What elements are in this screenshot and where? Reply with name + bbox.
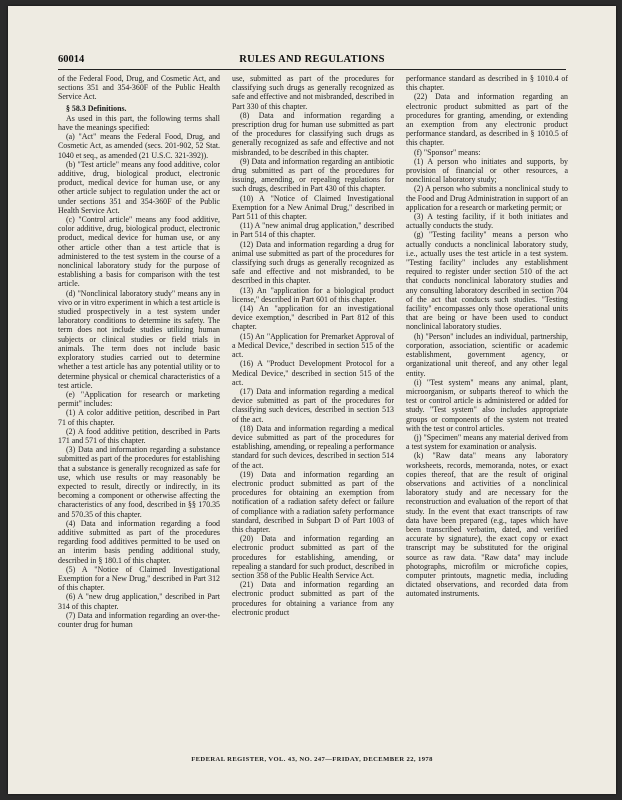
paragraph: (8) Data and information regarding a prescription drug for human use submitted as part of the procedures for classifying such drugs as generally recognized as safe and effective and not misbranded, to be described in this chapter. bbox=[232, 110, 394, 157]
paragraph: of the Federal Food, Drug, and Cosmetic Act, and sections 351 and 354-360F of the Public Health Service Act. bbox=[58, 74, 220, 102]
paragraph: (9) Data and information regarding an antibiotic drug submitted as part of the procedures for issuing, amending, or repealing regulations for such drugs, described in Part 430 of this chapter. bbox=[232, 156, 394, 194]
paragraph: (1) A color additive petition, described in Part 71 of this chapter. bbox=[58, 408, 220, 427]
paragraph: (17) Data and information regarding a medical device submitted as part of the procedures for classifying such devices, described in section 513 of the act. bbox=[232, 386, 394, 424]
paragraph: (2) A person who submits a nonclinical study to the Food and Drug Administration in support of an application for a research or marketing permit; or bbox=[406, 184, 568, 212]
paragraph: (i) "Test system" means any animal, plant, microorganism, or subparts thereof to which the test or control article is administered or added for study. "Test system" also includes appropriate groups or components of the system not treated with the test or control articles. bbox=[406, 377, 568, 433]
paragraph: use, submitted as part of the procedures for classifying such drugs as generally recognized as safe and effective and not misbranded, described in Part 330 of this chapter. bbox=[232, 74, 394, 111]
page-header bbox=[58, 54, 566, 68]
paragraph: (h) "Person" includes an individual, partnership, corporation, association, scientific or academic establishment, government agency, or organizational unit thereof, and any other legal entity. bbox=[406, 331, 568, 378]
paragraph: (6) A "new drug application," described in Part 314 of this chapter. bbox=[58, 592, 220, 611]
header-rule bbox=[58, 69, 566, 70]
paragraph: (g) "Testing facility" means a person who actually conducts a nonclinical laboratory study, i.e., actually uses the test article in a test system. "Testing facility" includes any establishment required to register under section 510 of the act that conducts nonclinical laboratory studies and any consulting laboratory described in section 704 of the act that conducts such studies. "Testing facility" encompasses only those operational units that are being or have been used to conduct nonclinical laboratory studies. bbox=[406, 230, 568, 332]
paragraph: (13) An "application for a biological product license," described in Part 601 of this chapter. bbox=[232, 285, 394, 304]
paragraph: (a) "Act" means the Federal Food, Drug, and Cosmetic Act, as amended (secs. 201-902, 52 Stat. 1040 et seq., as amended (21 U.S.C. 321-392)). bbox=[58, 132, 220, 160]
page-number: 60014 bbox=[58, 54, 85, 65]
paragraph: (1) A person who initiates and supports, by provision of financial or other resources, a nonclinical laboratory study; bbox=[406, 156, 568, 185]
paragraph: (21) Data and information regarding an electronic product submitted as part of the procedures for obtaining a variance from any electronic product bbox=[232, 580, 394, 617]
paragraph: (3) A testing facility, if it both initiates and actually conducts the study. bbox=[406, 212, 568, 231]
paragraph: (c) "Control article" means any food additive, color additive, drug, biological product, electronic product, medical device for human use, or any other article other than a test article that is administered to the test system in the course of a nonclinical laboratory study for the purpose of establishing a basis for comparison with the test article. bbox=[58, 215, 220, 289]
paragraph: (5) A "Notice of Claimed Investigational Exemption for a New Drug," described in Part 312 of this chapter. bbox=[58, 564, 220, 593]
column-2 bbox=[232, 74, 394, 617]
paragraph: (19) Data and information regarding an electronic product submitted as part of the procedures for obtaining an exemption from notification of a radiation safety defect or failure of compliance with a radiation safety performance standard, described in Subpart D of Part 1003 of this chapter. bbox=[232, 469, 394, 534]
document-page bbox=[8, 6, 616, 794]
column-3 bbox=[406, 74, 568, 599]
paragraph: (2) A food additive petition, described in Parts 171 and 571 of this chapter. bbox=[58, 426, 220, 445]
paragraph: As used in this part, the following terms shall have the meanings specified: bbox=[58, 113, 220, 133]
paragraph: (11) A "new animal drug application," described in Part 514 of this chapter. bbox=[232, 221, 394, 240]
paragraph: (12) Data and information regarding a drug for animal use submitted as part of the procedures for classifying such drugs as generally recognized as safe and effective and not misbranded, to be described in this chapter. bbox=[232, 239, 394, 286]
column-1 bbox=[58, 74, 220, 629]
paragraph: (4) Data and information regarding a food additive submitted as part of the procedures regarding food additives permitted to be used on an interim basis pending additional study, described in § 180.1 of this chapter. bbox=[58, 518, 220, 565]
paragraph: (18) Data and information regarding a medical device submitted as part of the procedures for establishing, amending, or repealing a performance standard for such devices, described in section 514 of the act. bbox=[232, 423, 394, 470]
paragraph: (20) Data and information regarding an electronic product submitted as part of the procedures for establishing, amending, or repealing a standard for such product, described in section 358 of the Public Health Service Act. bbox=[232, 534, 394, 580]
paragraph: (e) "Application for research or marketing permit" includes: bbox=[58, 389, 220, 409]
section-heading: § 58.3 Definitions. bbox=[66, 103, 127, 113]
paragraph: (14) An "application for an investigational device exemption," described in Part 812 of this chapter. bbox=[232, 304, 394, 332]
page-footer: FEDERAL REGISTER, VOL. 43, NO. 247—FRIDAY, DECEMBER 22, 1978 bbox=[191, 756, 433, 763]
paragraph: (7) Data and information regarding an over-the-counter drug for human bbox=[58, 610, 220, 629]
paragraph: (3) Data and information regarding a substance submitted as part of the procedures for establishing that a substance is generally recognized as safe for use, which use results or may reasonably be expected to result, directly or indirectly, in its becoming a component or otherwise affecting the characteristics of any food, described in §§ 170.35 and 570.35 of this chapter. bbox=[58, 445, 220, 519]
paragraph: (10) A "Notice of Claimed Investigational Exemption for a New Animal Drug," described in Part 511 of this chapter. bbox=[232, 193, 394, 222]
paragraph: (j) "Specimen" means any material derived from a test system for examination or analysis. bbox=[406, 432, 568, 452]
paragraph: (16) A "Product Development Protocol for a Medical Device," described in section 515 of the act. bbox=[232, 359, 394, 387]
paragraph: (15) An "Application for Premarket Approval of a Medical Device," described in section 515 of the act. bbox=[232, 331, 394, 360]
paragraph: performance standard as described in § 1010.4 of this chapter. bbox=[406, 74, 568, 93]
paragraph: (d) "Nonclinical laboratory study" means any in vivo or in vitro experiment in which a test article is studied prospectively in a test system under laboratory conditions to determine its safety. The term does not include studies utilizing human subjects or clinical studies or field trials in animals. The term does not include basic exploratory studies carried out to determine whether a test article has any potential utility or to determine physical or chemical characteristics of a test article. bbox=[58, 288, 220, 390]
paragraph: (22) Data and information regarding an electronic product submitted as part of the procedures for granting, amending, or extending an exemption from any electronic product performance standard, as described in § 1010.5 of this chapter. bbox=[406, 92, 568, 148]
running-title: RULES AND REGULATIONS bbox=[239, 54, 385, 65]
paragraph: (b) "Test article" means any food additive, color additive, drug, biological product, electronic product, medical device for human use, or any other article subject to regulation under the act or under sections 351 and 354-360F of the Public Health Service Act. bbox=[58, 159, 220, 215]
paragraph: (k) "Raw data" means any laboratory worksheets, records, memoranda, notes, or exact copies thereof, that are the result of original observations and activities of a nonclinical laboratory study and are necessary for the reconstruction and evaluation of the report of that study. In the event that exact transcripts of raw data have been prepared (e.g., tapes which have been transcribed verbatim, dated, and verified accurate by signature), the exact copy or exact transcript may be substituted for the original source as raw data. "Raw data" may include photographs, microfilm or microfiche copies, computer printouts, magnetic media, including dictated observations, and recorded data from automated instruments. bbox=[406, 451, 568, 599]
text-columns bbox=[58, 74, 568, 754]
paragraph: (f) "Sponsor" means: bbox=[414, 147, 481, 157]
